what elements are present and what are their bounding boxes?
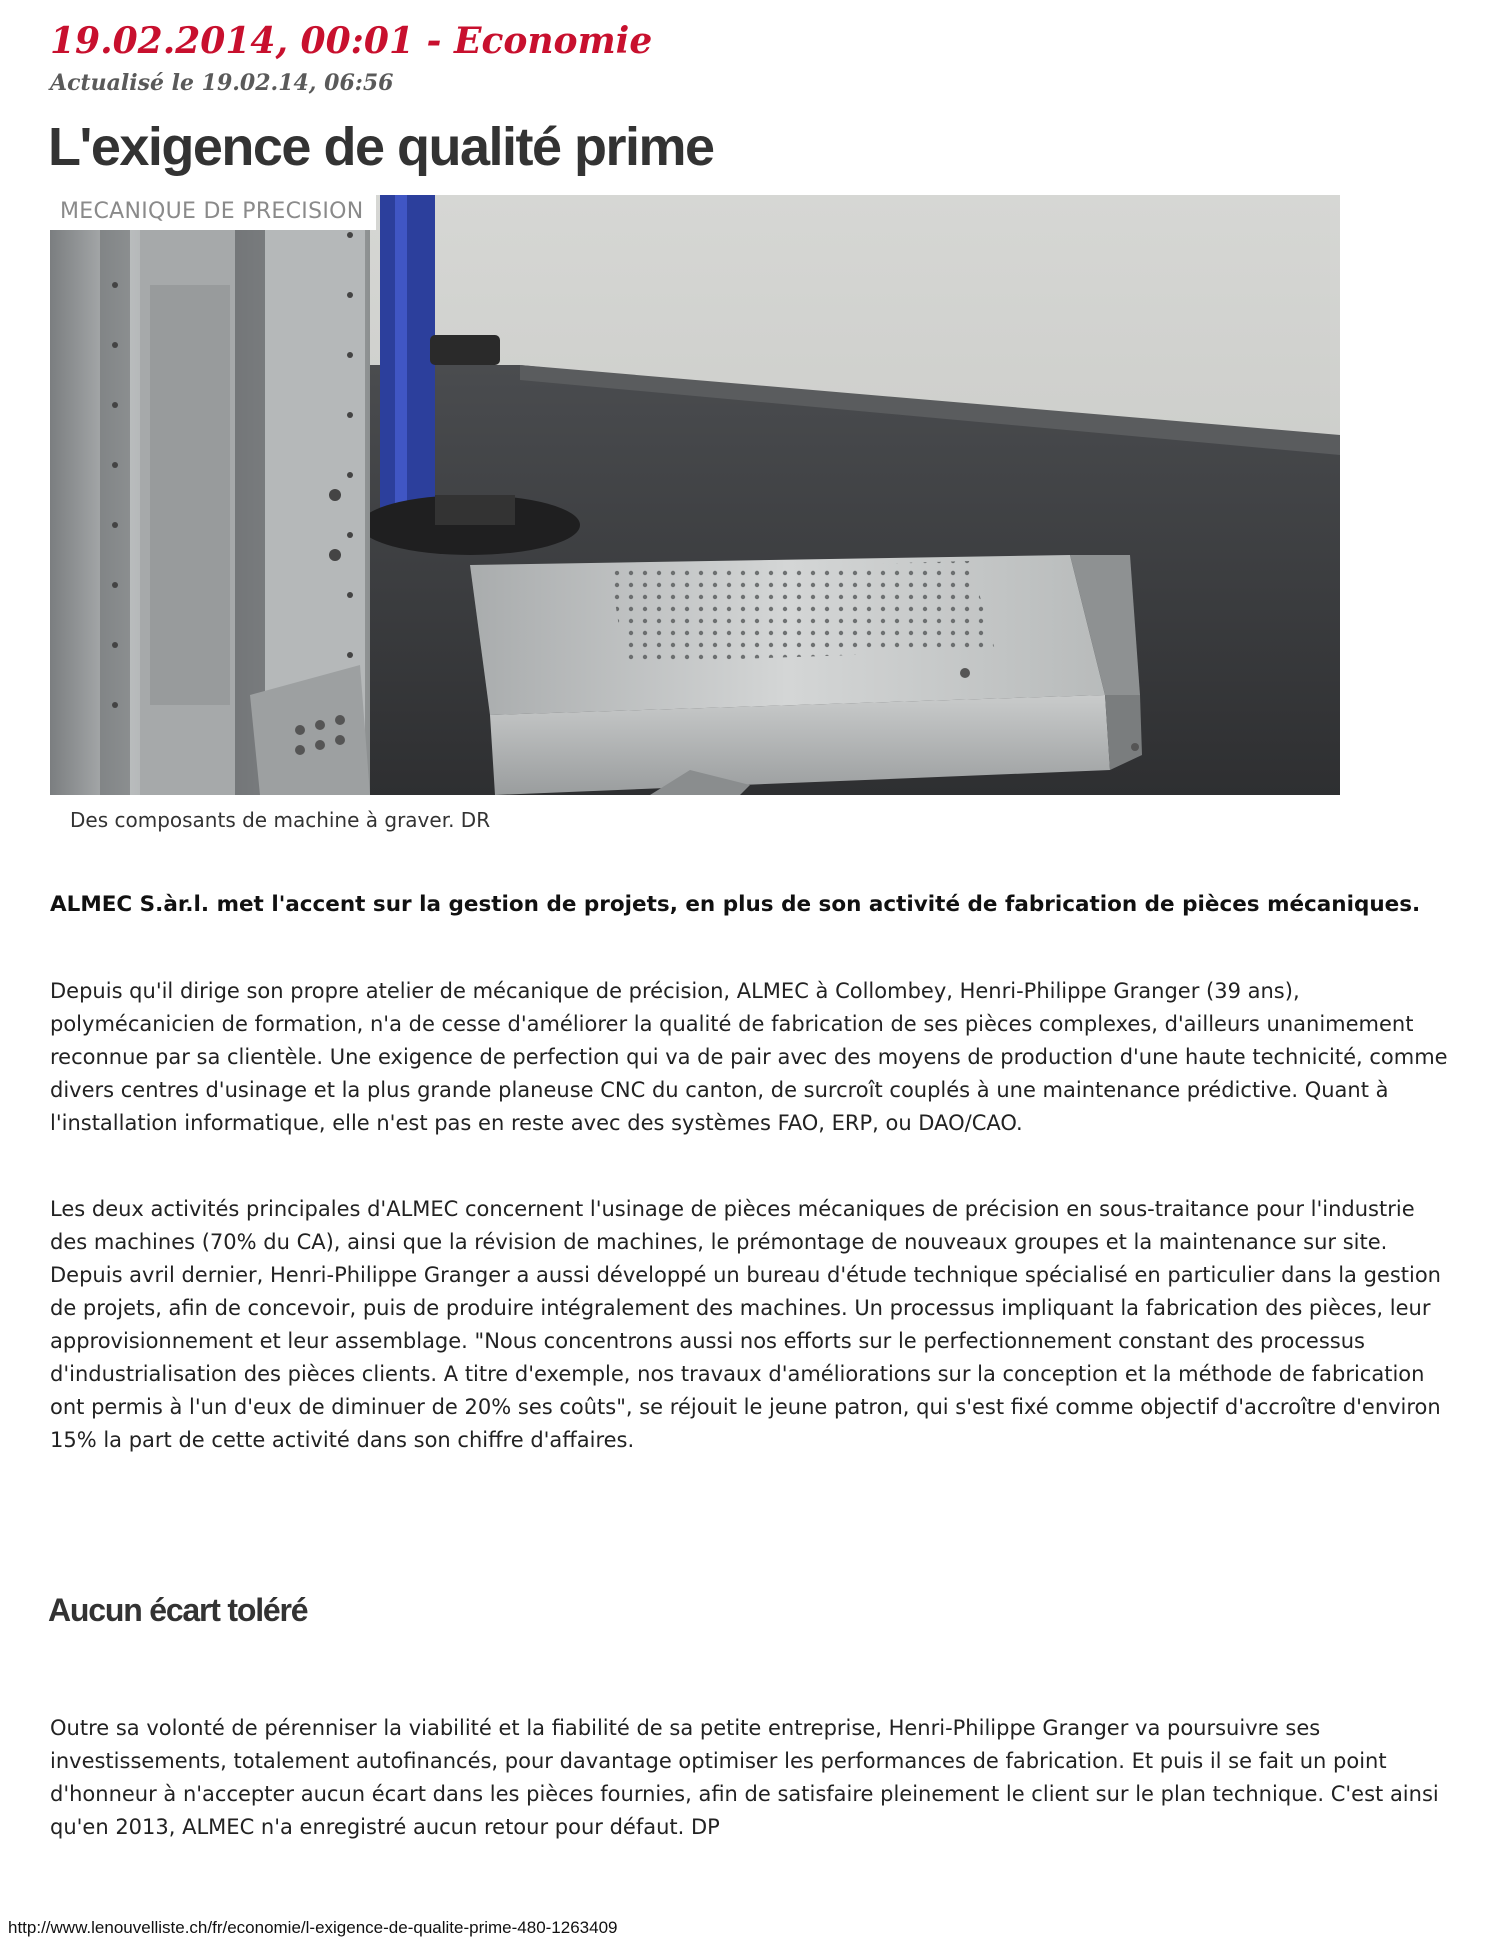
article-paragraph: Outre sa volonté de pérenniser la viabilité et la fiabilité de sa petite entreprise, Henri-Philippe Granger va poursuivre ses investissements, totalement autofinancés, pour davantage optimiser les performances de fabrication. Et puis il se fait un point d'honneur à n'accepter aucun écart dans les pièces fournies, afin de satisfaire pleinement le client sur le plan technique. C'est ainsi qu'en 2013, ALMEC n'a enregistré aucun retour pour défaut. DP xyxy=(50,1716,1439,1839)
article-paragraph: Depuis qu'il dirige son propre atelier de mécanique de précision, ALMEC à Collombey, Henri-Philippe Granger (39 ans), polymécanicien de formation, n'a de cesse d'améliorer la qualité de fabrication de ses pièces complexes, d'ailleurs unanimement reconnue par sa clientèle. Une exigence de perfection qui va de pair avec des moyens de production d'une haute technicité, comme divers centres d'usinage et la plus grande planeuse CNC du canton, de surcroît couplés à une maintenance prédictive. Quant à l'installation informatique, elle n'est pas en reste avec des systèmes FAO, ERP, ou DAO/CAO. xyxy=(50,979,1448,1135)
source-url: http://www.lenouvelliste.ch/fr/economie/l-exigence-de-qualite-prime-480-1263409 xyxy=(8,1918,618,1937)
update-timestamp: Actualisé le 19.02.14, 06:56 xyxy=(50,70,394,96)
article-subheading: Aucun écart toléré xyxy=(48,1592,308,1628)
photo-category-tag: MECANIQUE DE PRECISION xyxy=(50,195,376,230)
machine-components-image xyxy=(50,195,1340,795)
article-dateline: 19.02.2014, 00:01 - Economie xyxy=(50,20,653,62)
photo-caption: Des composants de machine à graver. DR xyxy=(70,808,491,832)
article-title: L'exigence de qualité prime xyxy=(48,117,714,177)
article-lead: ALMEC S.àr.l. met l'accent sur la gestion de projets, en plus de son activité de fabrication de pièces mécaniques. xyxy=(50,892,1421,917)
article-paragraph: Les deux activités principales d'ALMEC concernent l'usinage de pièces mécaniques de précision en sous-traitance pour l'industrie des machines (70% du CA), ainsi que la révision de machines, le prémontage de nouveaux groupes et la maintenance sur site. Depuis avril dernier, Henri-Philippe Granger a aussi développé un bureau d'étude technique spécialisé en particulier dans la gestion de projets, afin de concevoir, puis de produire intégralement des machines. Un processus impliquant la fabrication des pièces, leur approvisionnement et leur assemblage. "Nous concentrons aussi nos efforts sur le perfectionnement constant des processus d'industrialisation des pièces clients. A titre d'exemple, nos travaux d'améliorations sur la conception et la méthode de fabrication ont permis à l'un d'eux de diminuer de 20% ses coûts", se réjouit le jeune patron, qui s'est fixé comme objectif d'accroître d'environ 15% la part de cette activité dans son chiffre d'affaires. xyxy=(50,1197,1441,1452)
article-photo xyxy=(50,195,1340,795)
